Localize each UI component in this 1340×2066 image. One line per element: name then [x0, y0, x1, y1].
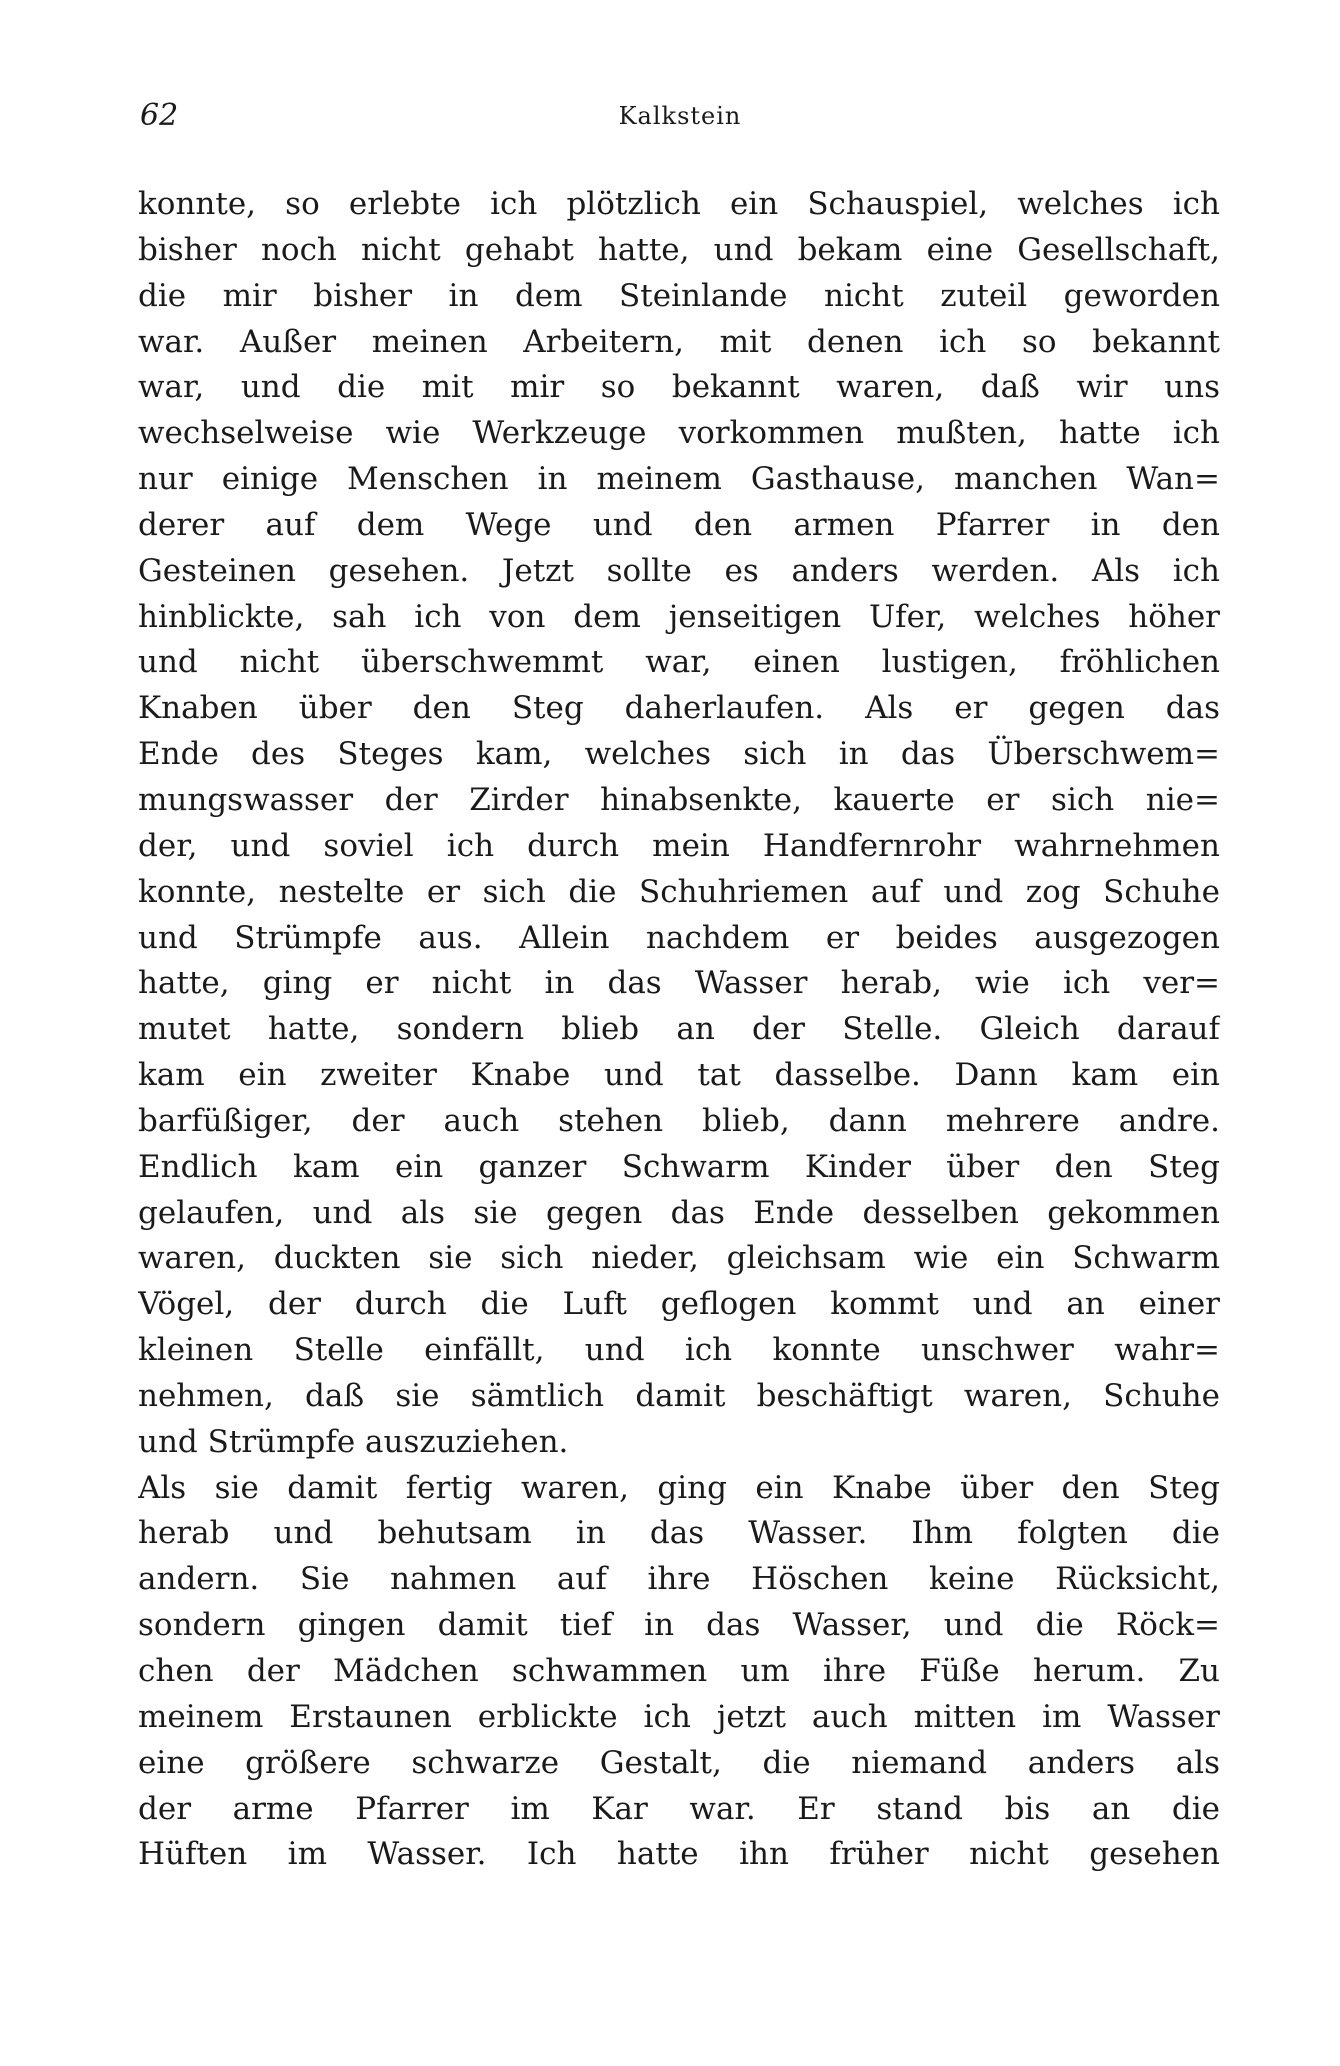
text-line: andern. Sie nahmen auf ihre Höschen keine Rücksicht,: [138, 1561, 1220, 1598]
text-line: nur einige Menschen in meinem Gasthause, manchen Wan=: [138, 461, 1220, 498]
text-line: wechselweise wie Werkzeuge vorkommen mußten, hatte ich: [138, 415, 1220, 452]
text-line: konnte, so erlebte ich plötzlich ein Schauspiel, welches ich: [138, 186, 1220, 222]
text-line: mutet hatte, sondern blieb an der Stelle. Gleich darauf: [138, 1011, 1220, 1048]
text-line: derer auf dem Wege und den armen Pfarrer in den: [138, 506, 1220, 543]
text-line: Vögel, der durch die Luft geflogen kommt und an einer: [138, 1286, 1220, 1323]
running-title: Kalkstein: [618, 102, 742, 130]
text-line: Als sie damit fertig waren, ging ein Knabe über den Steg: [138, 1469, 1220, 1506]
text-line: und Strümpfe aus. Allein nachdem er beides ausgezogen: [138, 919, 1220, 956]
text-line: und nicht überschwemmt war, einen lustigen, fröhlichen: [138, 644, 1220, 681]
text-line: konnte, nestelte er sich die Schuhriemen auf und zog Schuhe: [138, 873, 1220, 910]
text-line: war. Außer meinen Arbeitern, mit denen ich so bekannt: [138, 323, 1220, 360]
text-line: nehmen, daß sie sämtlich damit beschäftigt waren, Schuhe: [138, 1377, 1220, 1414]
text-line: mungswasser der Zirder hinabsenkte, kauerte er sich nie=: [138, 781, 1220, 818]
page-number: 62: [140, 98, 179, 133]
text-line: Knaben über den Steg daherlaufen. Als er gegen das: [138, 690, 1220, 727]
text-line: bisher noch nicht gehabt hatte, und bekam eine Gesellschaft,: [138, 231, 1220, 268]
text-line: war, und die mit mir so bekannt waren, daß wir uns: [138, 369, 1220, 406]
text-line: kleinen Stelle einfällt, und ich konnte unschwer wahr=: [138, 1332, 1220, 1369]
text-line: Hüften im Wasser. Ich hatte ihn früher nicht gesehen: [138, 1836, 1220, 1873]
text-line: waren, duckten sie sich nieder, gleichsam wie ein Schwarm: [138, 1240, 1220, 1277]
text-line: gelaufen, und als sie gegen das Ende desselben gekommen: [138, 1194, 1220, 1231]
text-line: Endlich kam ein ganzer Schwarm Kinder über den Steg: [138, 1148, 1220, 1185]
running-head: [140, 96, 1220, 136]
text-line: eine größere schwarze Gestalt, die niemand anders als: [138, 1744, 1220, 1781]
text-line: die mir bisher in dem Steinlande nicht zuteil geworden: [138, 277, 1220, 314]
text-line: sondern gingen damit tief in das Wasser, und die Röck=: [138, 1607, 1220, 1644]
text-line: der, und soviel ich durch mein Handfernrohr wahrnehmen: [138, 827, 1220, 864]
text-line: barfüßiger, der auch stehen blieb, dann mehrere andre.: [138, 1102, 1220, 1139]
text-line: der arme Pfarrer im Kar war. Er stand bis an die: [138, 1790, 1220, 1827]
text-line: Ende des Steges kam, welches sich in das Überschwem=: [138, 736, 1220, 773]
text-line-paragraph-end: und Strümpfe auszuziehen.: [138, 1423, 569, 1460]
text-line: Gesteinen gesehen. Jetzt sollte es anders werden. Als ich: [138, 552, 1220, 589]
text-line: chen der Mädchen schwammen um ihre Füße herum. Zu: [138, 1653, 1220, 1689]
text-line: herab und behutsam in das Wasser. Ihm folgten die: [138, 1515, 1220, 1552]
text-line: meinem Erstaunen erblickte ich jetzt auch mitten im Wasser: [138, 1698, 1220, 1735]
text-line: hinblickte, sah ich von dem jenseitigen Ufer, welches höher: [138, 598, 1220, 635]
text-line: kam ein zweiter Knabe und tat dasselbe. Dann kam ein: [138, 1057, 1220, 1094]
body-text: [138, 182, 1220, 1878]
text-line: hatte, ging er nicht in das Wasser herab, wie ich ver=: [138, 965, 1220, 1002]
